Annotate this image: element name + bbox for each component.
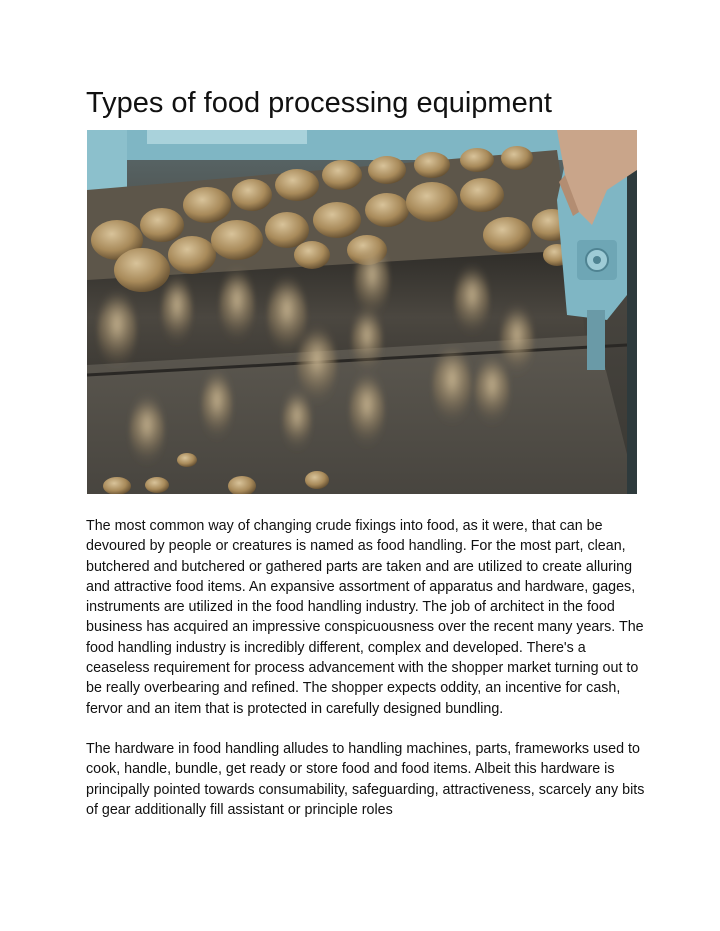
article-body [86,516,646,840]
photo-illustration [87,130,637,494]
potato-conveyor-photo [87,130,637,494]
paragraph: The most common way of changing crude fixings into food, as it were, that can be devoured by people or creatures is named as food handling. For the most part, clean, butchered and butchered or gathered parts are taken and are utilized to create alluring and attractive food items. An expansive assortment of apparatus and hardware, gages, instruments are utilized in the food handling industry. The job of architect in the food business has acquired an impressive conspicuousness over the recent many years. The food handling industry is incredibly different, complex and developed. There's a ceaseless requirement for process advancement with the shopper market turning out to be really overbearing and refined. The shopper expects oddity, an incentive for cash, fervor and an item that is protected in carefully designed bundling. [86,518,644,717]
page-title: Types of food processing equipment [86,87,552,119]
paragraph: The hardware in food handling alludes to handling machines, parts, frameworks used to cook, handle, bundle, get ready or store food and food items. Albeit this hardware is principally pointed towards consumability, safeguarding, attractiveness, scarcely any bits of gear additionally fill assistant or principle roles [86,740,645,818]
